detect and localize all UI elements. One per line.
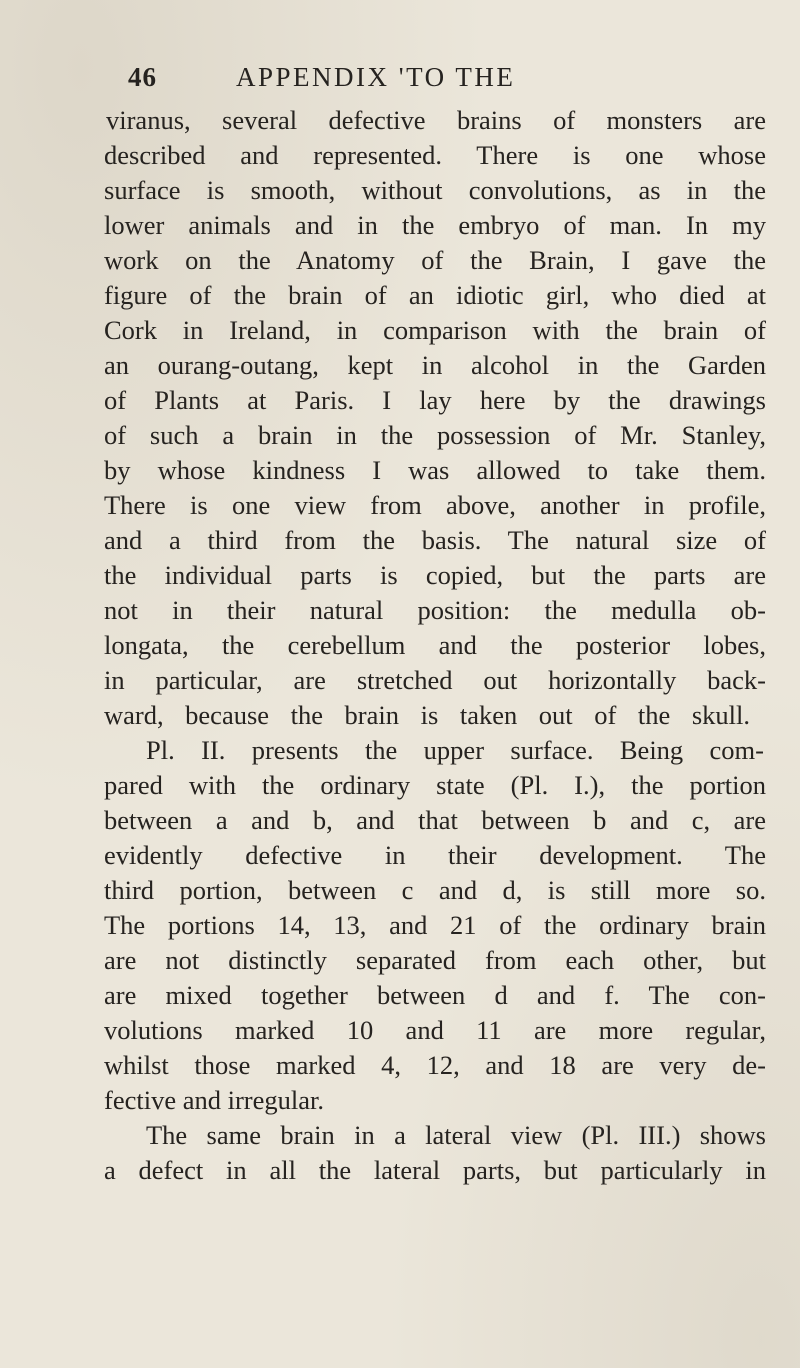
text-line: between a and b, and that between b and c, are [104, 805, 766, 835]
text-line: surface is smooth, without convolutions, as in the [104, 175, 766, 205]
text-line: lower animals and in the embryo of man. In my [104, 210, 766, 240]
text-line: volutions marked 10 and 11 are more regular, [104, 1015, 766, 1045]
text-line: viranus, several defective brains of monsters are [106, 105, 766, 135]
text-line: The same brain in a lateral view (Pl. III.) shows [146, 1120, 766, 1150]
text-line: third portion, between c and d, is still more so. [104, 875, 766, 905]
page-header [0, 62, 800, 102]
text-line: and a third from the basis. The natural size of [104, 525, 766, 555]
text-line: fective and irregular. [104, 1085, 324, 1115]
text-line: not in their natural position: the medulla ob- [104, 595, 766, 625]
text-line: a defect in all the lateral parts, but particularly in [104, 1155, 766, 1185]
text-line: evidently defective in their development. The [104, 840, 766, 870]
text-line: the individual parts is copied, but the parts are [104, 560, 766, 590]
text-line: Pl. II. presents the upper surface. Being com- [146, 735, 764, 765]
text-line: work on the Anatomy of the Brain, I gave the [104, 245, 766, 275]
text-line: described and represented. There is one whose [104, 140, 766, 170]
text-line: are not distinctly separated from each other, but [104, 945, 766, 975]
text-line: by whose kindness I was allowed to take them. [104, 455, 766, 485]
text-line: longata, the cerebellum and the posterior lobes, [104, 630, 766, 660]
page-number: 46 [128, 62, 157, 92]
text-line: in particular, are stretched out horizontally back- [104, 665, 766, 695]
text-line: figure of the brain of an idiotic girl, who died at [104, 280, 766, 310]
text-line: an ourang-outang, kept in alcohol in the Garden [104, 350, 766, 380]
text-line: The portions 14, 13, and 21 of the ordinary brain [104, 910, 766, 940]
text-line: of Plants at Paris. I lay here by the drawings [104, 385, 766, 415]
text-line: are mixed together between d and f. The con- [104, 980, 766, 1010]
text-line: There is one view from above, another in profile, [104, 490, 766, 520]
text-line: whilst those marked 4, 12, and 18 are very de- [104, 1050, 766, 1080]
text-line: ward, because the brain is taken out of the skull. [104, 700, 750, 730]
text-line: of such a brain in the possession of Mr. Stanley, [104, 420, 766, 450]
text-line: pared with the ordinary state (Pl. I.), the portion [104, 770, 766, 800]
running-head: APPENDIX 'TO THE [236, 62, 516, 92]
text-line: Cork in Ireland, in comparison with the brain of [104, 315, 766, 345]
